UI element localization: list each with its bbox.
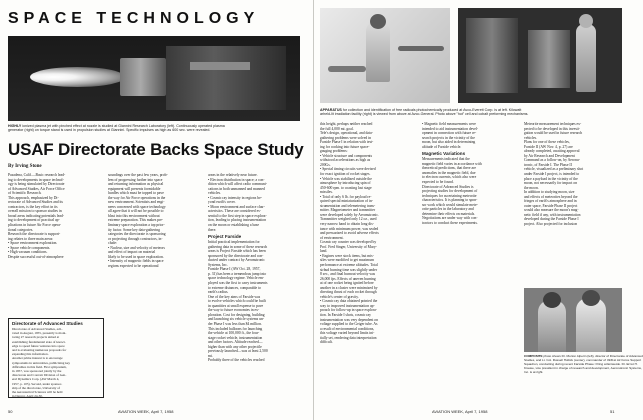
- body-line: tion. In Farside I shots, cosmic ray: [320, 312, 372, 317]
- body-line: all agree that it will not be possible to: [108, 209, 164, 214]
- body-line: Initial practical implementation for: [208, 240, 260, 245]
- body-line: vehicle's center of gravity.: [320, 294, 359, 299]
- body-line: Directorate of Advanced Studies, acti-: [12, 327, 63, 331]
- footer-line: AVIATION WEEK, April 7, 1958: [118, 409, 174, 414]
- body-line: cations in both unmanned and manned: [208, 186, 265, 191]
- body-line: and returning information as physical: [108, 182, 164, 187]
- body-line: tractors to conduct these experiments.: [422, 220, 478, 225]
- body-line: Pasadena, Calif.—Basic research lead-: [8, 173, 66, 177]
- byline: By Irving Stone: [8, 164, 42, 169]
- right-column-2: [422, 122, 518, 414]
- body-line: This included balloons for launching: [208, 326, 263, 331]
- body-line: Despite successful out-of-atmosphere: [8, 254, 64, 259]
- section-header: SPACE TECHNOLOGY: [8, 10, 260, 27]
- body-line: der Phase I was less than $4 million.: [208, 321, 262, 326]
- person-figure: [576, 298, 606, 352]
- body-line: lem of progressing further into space: [108, 177, 163, 182]
- body-line: the full 4,000 mi. goal.: [320, 126, 354, 131]
- body-line: ogy is being stimulated by Directorate: [8, 182, 65, 187]
- body-line: developed during the Farside Phase I: [524, 217, 579, 222]
- scientist-figure: [366, 22, 390, 82]
- body-line: in quantities at small expense to pave: [208, 303, 264, 308]
- body-line: mi.: [208, 353, 213, 358]
- body-line: would also measure the moon's mag-: [524, 208, 579, 213]
- right-page: [314, 0, 643, 420]
- body-line: and pressurized to avoid adverse effects: [320, 231, 379, 236]
- body-line: this voltage varied beyond limits ini-: [320, 331, 375, 336]
- body-line: • Intensity of magnetic fields in space: [108, 259, 164, 264]
- body-line: moon, not necessarily for impact on: [524, 181, 578, 186]
- body-line: higher than with any other projectile: [208, 344, 262, 349]
- body-line: stage rocket vehicle, instrumentation: [208, 335, 263, 340]
- body-line: voltage supplied to the Geiger tube. As: [320, 322, 378, 327]
- body-line: soundings over the past few years, prob-: [108, 173, 168, 177]
- body-line: mitter. Magnetometer and transmitter: [320, 208, 376, 213]
- body-line: Farside II (AW Nov. 4, p. 27) are: [524, 144, 573, 149]
- body-line: • Vehicle was stabilized outside the: [320, 176, 372, 181]
- body-line: liminary space exploration a top prior-: [108, 223, 165, 228]
- body-line: • Cosmic ray intensity in regions be-: [208, 195, 262, 200]
- body-line: sponsored by the directorate and con-: [208, 253, 264, 258]
- torque-stand-bar: [190, 62, 250, 70]
- body-line: orite particles in the laboratory and: [422, 207, 474, 212]
- body-line: • Space vehicle components.: [8, 245, 51, 250]
- body-line: determine their effects on materials.: [422, 211, 476, 216]
- body-line: Directorate of Advanced Studies is: [422, 184, 474, 189]
- left-column-1: [8, 173, 104, 313]
- body-line: gauging problems:: [320, 149, 348, 154]
- body-line: difficult.: [320, 340, 333, 345]
- body-line: space technology regime. Vehicle em-: [208, 276, 265, 281]
- body-line: ing relates to three main areas:: [8, 236, 54, 241]
- apparatus-tube: [398, 46, 444, 51]
- body-line: • Moon environment and surface char-: [208, 204, 265, 209]
- body-line: tronic, of Farside I. The Phase II: [524, 162, 572, 167]
- body-line: the Aeronautical Sciences will be held: [12, 390, 63, 395]
- body-line: another in a cluster were minimized by: [320, 285, 378, 290]
- body-line: 26,000 fps. Effects of uneven burning: [320, 276, 376, 281]
- apparatus-tube: [328, 66, 366, 72]
- nozzle: [120, 58, 166, 96]
- body-line: 450-600 rpm. to coasting last stage: [320, 185, 372, 190]
- body-line: • Nuclear, size and velocity of meteors: [108, 245, 165, 250]
- equipment-cabinet: [528, 30, 570, 88]
- body-line: of Advanced Studies, Air Force Office: [8, 186, 65, 191]
- body-line: Systems, Inc.: [208, 262, 228, 267]
- body-line: sirbud burning time was slightly under: [320, 267, 378, 272]
- body-line: on the moon or establishing a base: [208, 223, 260, 228]
- body-line: proach for follow-up in space explora-: [320, 308, 377, 313]
- body-line: atmosphere by introducing spin of: [320, 181, 371, 186]
- body-line: • Total of only 6 lb. for payload re-: [320, 194, 372, 199]
- page-number: 50: [8, 409, 13, 414]
- body-line: ing for cooking into future space-: [320, 144, 370, 149]
- body-line: Transmitter weighed only 12 oz., used: [320, 217, 377, 222]
- body-line: theoretical predictions, that there are: [422, 166, 476, 171]
- caption-line: COMPOSITE photo shows Dr. Morton Alperin (left), director of Directorate of Advanced: [524, 354, 643, 358]
- body-line: were developed solely by Aeronutronic.: [320, 212, 379, 217]
- body-line: the vehicle at 100,000 ft., the four-: [208, 331, 260, 336]
- body-line: for exact ignition of rocket stages.: [320, 172, 371, 177]
- body-line: neers concerned with space technology: [108, 204, 166, 209]
- body-line: ploration. Cost for designing, building: [208, 312, 265, 317]
- body-line: sor work which would simulate mete-: [422, 202, 478, 207]
- body-line: categories the directorate is sponsoring: [108, 232, 166, 237]
- body-line: pected to be developed in this investi-: [524, 126, 580, 131]
- body-line: to electron currents, which also were: [422, 175, 477, 180]
- body-line: intended to aid instrumentation devel-: [422, 126, 479, 131]
- body-line: quired special miniaturization of in-: [320, 199, 374, 204]
- body-line: gathering problems were solved in: [320, 135, 371, 140]
- caption-line: Krause, vice president in charge of research and development, Aeronutronic Systems,: [524, 365, 642, 370]
- body-line: projecting studies for development of: [422, 189, 478, 194]
- body-line: fringes of earth's atmosphere and in: [524, 199, 577, 204]
- footer-line: AVIATION WEEK, April 7, 1958: [432, 409, 488, 414]
- body-line: acteristics. These are considered es-: [208, 209, 261, 214]
- body-line: • Cosmic ray data obtained pointed the: [320, 299, 378, 304]
- body-line: vehicles.: [208, 191, 222, 196]
- caption-line: Studies, and Lt. Col. Russell Holtick (center), commander of 4931st Air Force Support: [524, 357, 642, 362]
- body-line: characteristics. It is planning to spon-: [422, 198, 478, 203]
- body-line: Farside Phase I in relation with test-: [320, 140, 374, 145]
- plasma-generator-rig: [166, 46, 286, 110]
- body-line: establishing fundamental state of knowl-: [12, 339, 66, 344]
- body-line: vehicle, visualized as a preliminary shot: [524, 167, 584, 172]
- technician-head: [579, 14, 593, 28]
- body-line: 8 sec., and final burnout velocity was: [320, 272, 376, 277]
- body-line: difficulties in this field. First symposium,: [12, 364, 67, 369]
- body-line: p. 31) has been a tremendous jump into: [208, 271, 267, 276]
- body-line: overall mission to sponsor studies in: [8, 209, 62, 214]
- body-line: ducted under contract by Aeronutronic: [208, 258, 265, 263]
- body-line: Another prime interest is to encourage: [12, 356, 63, 361]
- article-headline: USAF Directorate Backs Space Study: [8, 140, 304, 159]
- body-line: previously launched—was at least 2,500: [208, 349, 268, 354]
- body-line: altitude of Farside vehicle.: [422, 144, 462, 149]
- body-line: In addition to studying moon, size: [524, 190, 575, 195]
- body-line: equipment will presents formidable: [108, 186, 161, 191]
- body-line: tional categories.: [8, 227, 34, 232]
- body-line: toring 27 research projects aimed at: [12, 335, 60, 340]
- page-number: 51: [610, 409, 615, 414]
- body-line: ployed was the first to carry instruments: [208, 281, 268, 286]
- body-line: tially set, rendering data interpretation: [320, 335, 377, 340]
- body-line: • Vehicle structure and components: [320, 153, 373, 158]
- body-line: outer space, Farside Phase II project: [524, 203, 578, 208]
- body-line: gathering data in some of these research: [208, 244, 268, 249]
- body-line: Farside Phase I (AW Oct. 28, 1957,: [208, 267, 261, 272]
- body-line: symposiums in universities, publicizing key: [12, 360, 70, 365]
- body-line: Meteorite measurement techniques ex-: [524, 122, 582, 126]
- left-page: [0, 0, 314, 420]
- body-line: the moon.: [524, 185, 539, 190]
- caption-line: arheld-lit irradiation facility (right) is viewed from above at Avco-General. Photo above "hot" cell and cobalt preforming mechanisms.: [320, 112, 529, 117]
- body-line: at of one rocket being ignited before: [320, 281, 374, 286]
- body-line: vehicles.: [524, 135, 538, 140]
- body-line: and other factors. Altitude reached—: [208, 340, 263, 345]
- body-line: Prof. Fred Singer, University of Mary-: [320, 244, 377, 249]
- body-line: yond earth's cover.: [208, 200, 236, 205]
- scientist-head: [370, 14, 386, 29]
- body-line: • High vacuum conditions.: [8, 250, 48, 255]
- sidebar-box: [8, 318, 104, 398]
- body-line: opment in connection with future re-: [422, 131, 477, 136]
- body-line: tance with minimum power, was sealed: [320, 226, 379, 231]
- body-line: Research the directorate is support-: [8, 232, 61, 237]
- body-line: One of the key aims of Farside was: [208, 294, 261, 299]
- right-column-1: [320, 122, 416, 414]
- body-line: a result of environmental conditions,: [320, 326, 375, 331]
- photo-caption: [8, 124, 225, 133]
- body-line: place a payload in the vicinity of the: [524, 176, 578, 181]
- apparatus-photo: [320, 8, 450, 103]
- equipment-cabinet: [466, 18, 518, 93]
- body-line: this height, perhaps neither reached: [320, 122, 373, 126]
- body-line: to evolve vehicles which could be built: [208, 299, 266, 304]
- body-line: Command as a follow-on, by Aeronu-: [524, 158, 580, 163]
- body-line: withstood accelerations as high as: [320, 158, 371, 163]
- caption-line: generator (right) on torque stand is used in propulsion studies at Giannini. Specific impulses as high as 600 sec. were revealed.: [8, 128, 211, 133]
- body-line: directing thrust of each rocket through: [320, 290, 377, 295]
- body-line: Cosmic ray counter was developed by: [320, 240, 377, 245]
- caption-line: APPARATUS for collection and identification of free radicals photochemically produced at Avco-Everett Corp. is at left. Kilowatt: [320, 108, 522, 112]
- body-line: search projects in the vicinity of the: [422, 135, 475, 140]
- body-line: and effects of meteorites beyond the: [524, 194, 578, 199]
- left-column-2: [108, 173, 204, 413]
- subheading: Project Farside: [208, 234, 242, 240]
- body-line: in Denver, April 24-30.: [12, 394, 43, 399]
- composite-caption: [524, 355, 643, 375]
- body-line: land.: [320, 249, 328, 254]
- sidebar-box-body: [12, 327, 100, 398]
- body-line: new environment. Scientists and engi-: [108, 200, 165, 205]
- body-line: contractors, is the key effort in its: [8, 204, 58, 209]
- body-line: instrumentation was very dependent on: [320, 317, 378, 322]
- body-line: This approach, emphasized by Di-: [8, 195, 59, 200]
- caption-line: Squadron, conducting during recent Farside Phase I firing at Eniwetok. Dr. Ernst H.: [524, 361, 638, 366]
- body-line: and is evaluating numerous proposals for: [12, 348, 67, 353]
- body-line: by Air Research and Development: [524, 153, 575, 158]
- body-line: there.: [208, 227, 217, 232]
- body-line: way to improved instrumentation ap-: [320, 303, 375, 308]
- body-line: directorate and Convair Division of Gen-: [12, 373, 67, 378]
- body-line: ship of the directorate, University of: [12, 385, 60, 390]
- body-line: ing to developments in space technol-: [8, 177, 64, 182]
- plasma-jet-flame: [30, 67, 125, 87]
- body-line: 200Gs.: [320, 162, 331, 167]
- body-line: of environment.: [320, 235, 344, 240]
- body-line: performance at extreme altitudes. Total: [320, 262, 378, 267]
- body-line: eral Dynamics Corp. (AW March 4,: [12, 377, 60, 382]
- body-line: or projecting through contractors, in-: [108, 236, 163, 241]
- body-line: strumentation and telemetering trans-: [320, 203, 376, 208]
- body-line: under Farside I project, is intended to: [524, 172, 580, 177]
- body-line: project. Also projected for inclusion: [524, 222, 578, 227]
- body-line: sential to the first step in space explora-: [208, 213, 267, 218]
- body-line: dition which will affect radio communi-: [208, 182, 268, 187]
- body-line: in 1957, was sponsored jointly by the: [12, 369, 62, 374]
- body-line: regions expected to be operational: [108, 263, 159, 268]
- photo-caption: [320, 108, 528, 117]
- body-line: • Engines were stock items, but mis-: [320, 253, 374, 258]
- body-line: likely to be used in space exploration.: [108, 254, 164, 259]
- body-line: expanding this information.: [12, 352, 49, 357]
- right-column-3: [524, 122, 622, 284]
- plasma-jet-photo: [8, 36, 300, 121]
- body-line: clude:: [108, 241, 118, 246]
- body-line: ing to development of practical ap-: [8, 218, 60, 223]
- person-head: [543, 292, 561, 308]
- body-line: Negotiations are under way with con-: [422, 216, 478, 221]
- caption-line: Inc. is at right.: [524, 369, 544, 374]
- body-line: gation would be used in future research: [524, 131, 583, 136]
- body-line: of Scientific Research.: [8, 191, 42, 196]
- body-line: hurdles which must be topped to pave: [108, 191, 164, 196]
- body-line: broad areas indicating potentials lead-: [8, 213, 65, 218]
- body-line: • Magnetic field measurements were: [422, 122, 476, 126]
- body-line: moon, but also aided in determining: [422, 140, 476, 145]
- body-line: • Space environment exploration.: [8, 241, 58, 246]
- composite-photo: [524, 288, 622, 352]
- body-line: tion, leading to placing instrumentation: [208, 218, 267, 223]
- body-line: the way for Air Force operations in the: [108, 195, 166, 200]
- body-line: the way to future economies in ex-: [208, 308, 260, 313]
- body-line: extreme preparation. This makes pre-: [108, 218, 164, 223]
- body-line: 1957, p. 105). Second, under sponsor-: [12, 381, 63, 386]
- body-line: earth's radius.: [208, 290, 229, 295]
- body-line: netic field if any, with instrumentation: [524, 212, 581, 217]
- body-line: missiles.: [320, 190, 333, 195]
- irradiation-facility-photo: [458, 8, 622, 103]
- body-line: rectorate of Advanced Studies and its: [8, 200, 63, 205]
- sidebar-box-title: Directorate of Advanced Studies: [12, 321, 83, 326]
- body-line: • Electron distribution in space; a con-: [208, 177, 265, 182]
- technician-figure: [576, 24, 596, 92]
- person-head: [582, 290, 600, 306]
- body-line: Probably three of the vehicles reached: [208, 358, 265, 363]
- body-line: edge to speed future ventures into space: [12, 343, 65, 348]
- body-line: Tele's design, operational, and data-: [320, 131, 373, 136]
- body-line: Plans for one of these vehicles,: [524, 140, 570, 145]
- body-line: techniques for ascertaining meteorite: [422, 193, 477, 198]
- body-line: magnetic field varies in accordance with: [422, 161, 482, 166]
- body-line: areas in the relatively near future.: [208, 173, 258, 177]
- body-line: • Special timing circuits were devised: [320, 167, 376, 172]
- body-line: Measurements indicated that the: [422, 157, 470, 162]
- body-line: to extreme distances, comparable to: [208, 285, 261, 290]
- body-line: anomalies in the magnetic field, due: [422, 170, 476, 175]
- left-column-3: [208, 173, 306, 413]
- body-line: plications in future Air Force opera-: [8, 223, 62, 228]
- body-line: and launching six vehicle systems un-: [208, 317, 265, 322]
- subheading: Magnetic Variations: [422, 151, 466, 157]
- body-line: already completed, awaiting approval: [524, 149, 580, 154]
- body-line: ity factor. Some key data-gathering: [108, 227, 160, 232]
- body-line: very narrow band to obtain long dis-: [320, 222, 374, 227]
- caption-line: HIGHLY ionized plasma jet with pinched effect at nozzle is studied at Giannini Research Laboratory (left). Continuously operated plasma: [8, 124, 225, 128]
- body-line: siles were modified to get maximum: [320, 258, 374, 263]
- body-line: and effect of impact on material: [108, 250, 156, 255]
- body-line: areas is Project Farside which has been: [208, 249, 266, 254]
- body-line: expected to be found.: [422, 180, 454, 185]
- body-line: blast into this environment without: [108, 213, 160, 218]
- body-line: vated in August, 1955, presently is moni-: [12, 331, 67, 336]
